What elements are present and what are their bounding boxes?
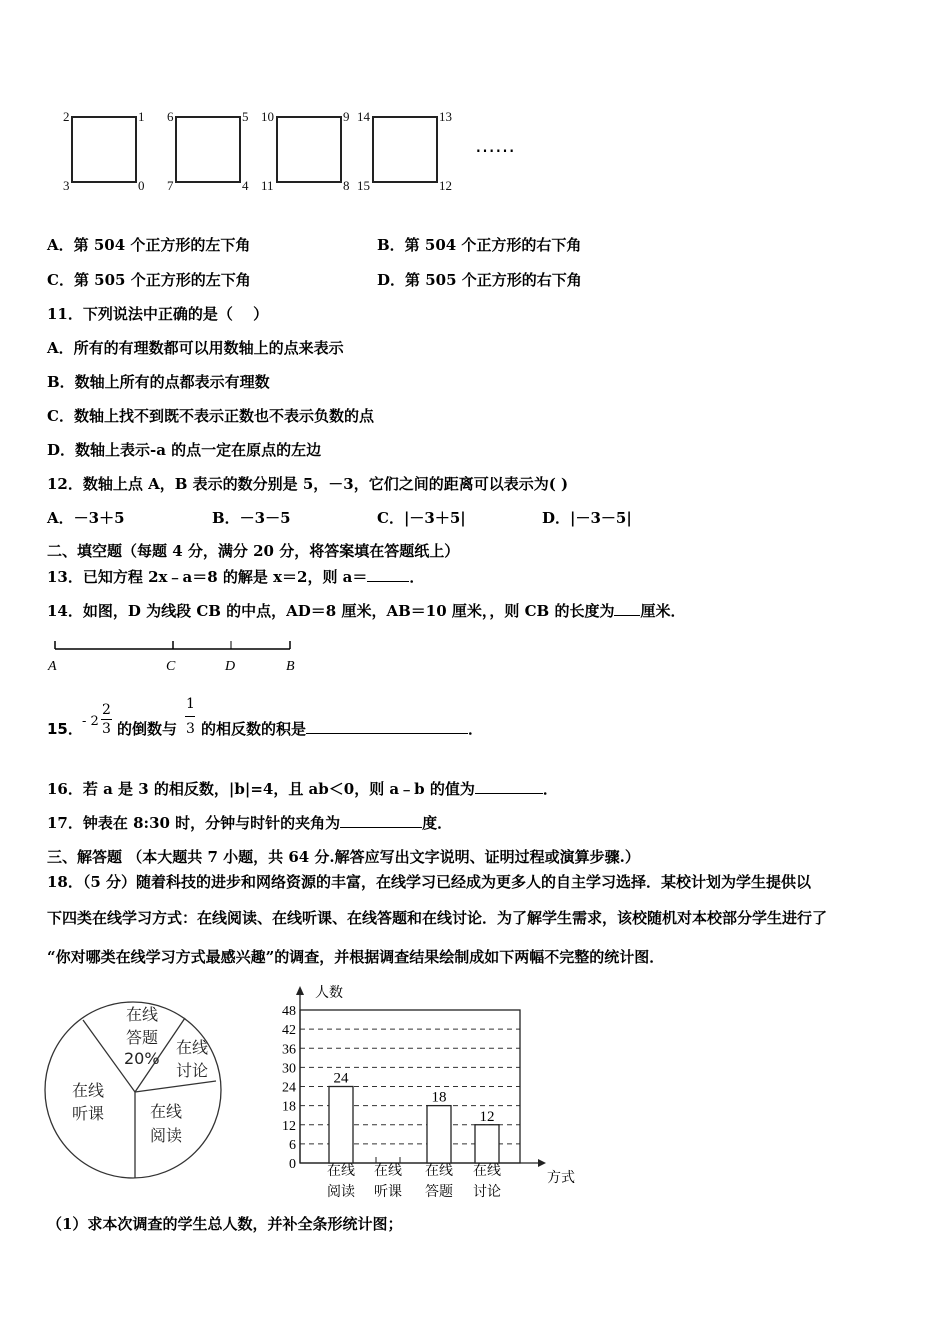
y-tick-label: 42 (282, 1023, 296, 1039)
q17 (47, 813, 452, 833)
corner-label: 9 (343, 109, 350, 124)
y-tick-label: 24 (282, 1080, 296, 1096)
bar-value-label: 18 (431, 1089, 447, 1106)
corner-label: 10 (261, 109, 274, 124)
q11-option-a: A．所有的有理数都可以用数轴上的点来表示 (47, 339, 344, 357)
q15 (47, 719, 83, 739)
q18-line: 18．（5 分）随着科技的进步和网络资源的丰富，在线学习已经成为更多人的自主学习选择．某校计划为学生提供以 (47, 873, 812, 891)
y-tick-label: 18 (282, 1099, 296, 1115)
q12-option-c: C．|－3＋5| (377, 509, 466, 527)
q12-option-a: A．－3＋5 (47, 509, 125, 527)
whole-part: - 2 (82, 714, 99, 729)
section-2-heading: 二、填空题（每题 4 分，满分 20 分，将答案填在答题纸上） (47, 542, 460, 560)
point-a: A (48, 659, 57, 674)
y-tick-label: 36 (282, 1042, 296, 1058)
y-tick-label: 48 (282, 1004, 296, 1019)
q18-sub1: （1）求本次调查的学生总人数，并补全条形统计图； (47, 1215, 403, 1233)
q13 (47, 567, 424, 587)
q11-stem: 11．下列说法中正确的是（ ） (47, 305, 269, 323)
pie-label: 在线 (72, 1081, 105, 1100)
pie-label: 在线 (150, 1102, 183, 1121)
point-c: C (166, 659, 176, 674)
x-tick-label: 在线 (374, 1163, 402, 1179)
corner-label: 5 (242, 109, 249, 124)
q17-text: 17．钟表在 8:30 时，分钟与时针的夹角为 (47, 814, 341, 832)
y-tick-label: 12 (282, 1118, 296, 1134)
bar (329, 1087, 353, 1164)
numerator: 1 (186, 696, 195, 712)
bar (427, 1106, 451, 1163)
q10-option-a: A．第 504 个正方形的左下角 (47, 236, 251, 254)
pie-label: 在线 (126, 1005, 159, 1024)
corner-label: 14 (357, 109, 370, 124)
numerator: 2 (102, 702, 111, 718)
pie-label: 在线 (176, 1038, 209, 1057)
answer-blank (614, 601, 640, 616)
answer-blank (475, 779, 543, 794)
answer-blank (340, 813, 422, 828)
q17-end: 度． (422, 814, 453, 832)
x-tick-label: 讨论 (473, 1184, 501, 1200)
bar (475, 1125, 499, 1163)
corner-label: 13 (439, 109, 452, 124)
y-tick-label: 0 (289, 1157, 296, 1172)
corner-label: 7 (167, 178, 174, 193)
point-d: D (225, 659, 236, 674)
q14 (47, 601, 685, 621)
answer-blank (367, 567, 409, 582)
denominator: 3 (102, 721, 111, 737)
section-3-heading: 三、解答题 （本大题共 7 小题，共 64 分.解答应写出文字说明、证明过程或演算步骤.） (47, 848, 640, 866)
denominator: 3 (186, 721, 195, 737)
squares-figure (63, 109, 452, 193)
q15-tail (201, 719, 483, 739)
q12-option-d: D．|－3－5| (542, 509, 632, 527)
corner-label: 2 (63, 109, 70, 124)
pie-pct: 20% (124, 1049, 160, 1068)
q16 (47, 779, 558, 799)
q11-option-c: C．数轴上找不到既不表示正数也不表示负数的点 (47, 407, 374, 425)
x-tick-label: 答题 (425, 1184, 453, 1200)
q13-end: ． (409, 568, 425, 586)
answer-blank (306, 719, 468, 734)
corner-label: 11 (261, 178, 274, 193)
bar-value-label: 12 (479, 1108, 495, 1125)
q12-option-b: B．－3－5 (212, 509, 291, 527)
pie-label: 阅读 (150, 1126, 183, 1145)
q10-option-c: C．第 505 个正方形的左下角 (47, 271, 251, 289)
x-tick-label: 听课 (374, 1184, 402, 1200)
corner-label: 15 (357, 178, 370, 193)
corner-label: 12 (439, 178, 452, 193)
corner-label: 1 (138, 109, 145, 124)
pie-label: 讨论 (176, 1061, 209, 1080)
point-b: B (286, 659, 295, 674)
corner-label: 3 (63, 178, 70, 193)
q10-option-b: B．第 504 个正方形的右下角 (377, 236, 582, 254)
q11-option-b: B．数轴上所有的点都表示有理数 (47, 373, 270, 391)
ellipsis: …… (475, 133, 515, 157)
q15-number: 15． (47, 720, 83, 738)
corner-label: 6 (167, 109, 174, 124)
pie-label: 答题 (126, 1028, 159, 1047)
square (72, 117, 136, 182)
square (373, 117, 437, 182)
q18-line: “你对哪类在线学习方式最感兴趣”的调查，并根据调查结果绘制成如下两幅不完整的统计图． (47, 948, 665, 966)
q18-line: 下四类在线学习方式：在线阅读、在线听课、在线答题和在线讨论．为了解学生需求，该校随机对本校部分学生进行了 (47, 909, 828, 927)
q15-tail-text: 的相反数的积是 (201, 720, 307, 738)
q11-option-d: D．数轴上表示-a 的点一定在原点的左边 (47, 441, 322, 459)
bar-chart (282, 984, 575, 1200)
corner-label: 0 (138, 178, 145, 193)
q14-end: 厘米． (640, 602, 686, 620)
y-axis-label: 人数 (315, 985, 343, 1001)
q15-mid: 的倒数与 (117, 720, 178, 738)
corner-label: 8 (343, 178, 350, 193)
x-tick-label: 在线 (425, 1163, 453, 1179)
x-axis-arrow (538, 1159, 546, 1167)
x-tick-label: 阅读 (327, 1184, 355, 1200)
x-tick-label: 在线 (327, 1163, 355, 1179)
y-tick-label: 30 (282, 1061, 296, 1077)
q15-end: ． (468, 720, 484, 738)
bar-value-label: 24 (333, 1070, 349, 1087)
y-tick-label: 6 (289, 1137, 296, 1153)
x-axis-label: 方式 (547, 1170, 575, 1186)
q14-text: 14．如图，D 为线段 CB 的中点，AD＝8 厘米，AB＝10 厘米，，则 CB 的长度为 (47, 602, 615, 620)
square (277, 117, 341, 182)
square (176, 117, 240, 182)
q12-stem: 12．数轴上点 A，B 表示的数分别是 5，－3，它们之间的距离可以表示为( ) (47, 475, 569, 493)
q16-text: 16．若 a 是 3 的相反数，|b|=4，且 ab＜0，则 a﹣b 的值为 (47, 780, 475, 798)
x-tick-label: 在线 (473, 1163, 501, 1179)
y-axis-arrow (296, 986, 304, 995)
pie-label: 听课 (72, 1104, 105, 1123)
segment-figure (55, 641, 290, 649)
corner-label: 4 (242, 178, 249, 193)
q16-end: ． (542, 780, 558, 798)
q13-text: 13．已知方程 2x﹣a＝8 的解是 x＝2，则 a＝ (47, 568, 368, 586)
q10-option-d: D．第 505 个正方形的右下角 (377, 271, 582, 289)
